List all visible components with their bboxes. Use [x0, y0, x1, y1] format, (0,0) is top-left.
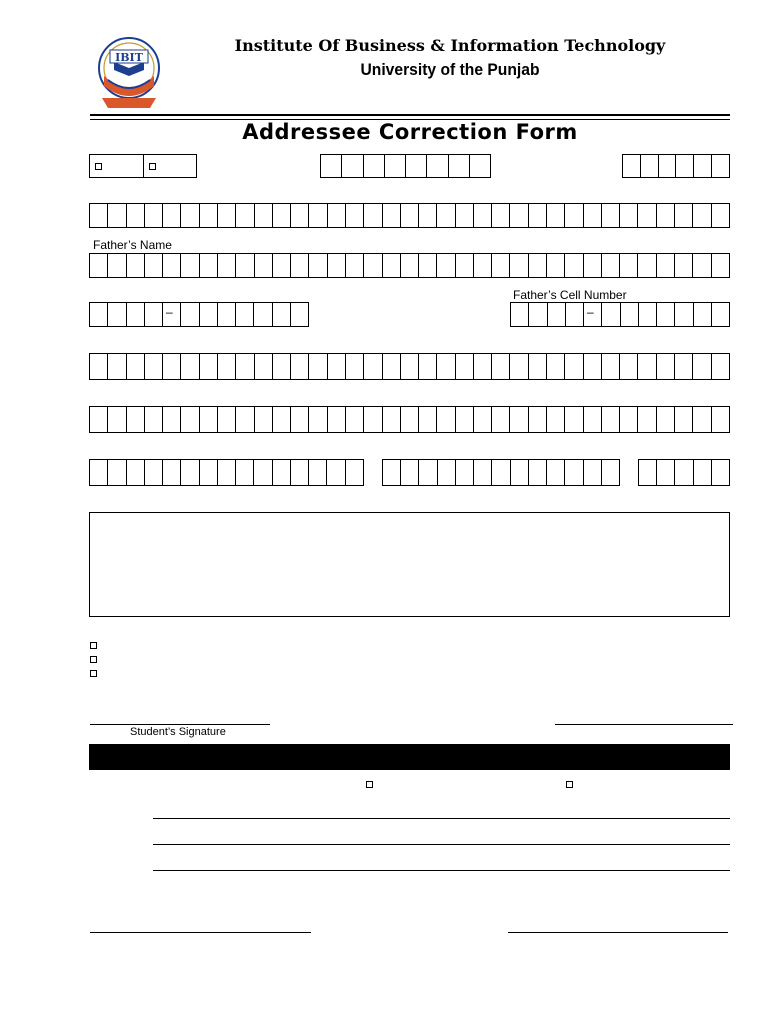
- date-signature-line: [555, 724, 733, 725]
- checkbox-icon[interactable]: [366, 781, 373, 788]
- university-name: University of the Punjab: [360, 60, 540, 79]
- program-option-boxes: [89, 154, 197, 178]
- option-cell[interactable]: [90, 155, 144, 177]
- reason-text-area[interactable]: [89, 512, 730, 617]
- checkbox-icon[interactable]: [566, 781, 573, 788]
- student-signature-line: [90, 724, 270, 725]
- address-line-1-boxes[interactable]: [89, 353, 730, 380]
- roll-number-boxes[interactable]: [320, 154, 491, 178]
- logo-text: IBIT: [115, 51, 143, 64]
- city-boxes[interactable]: [89, 459, 364, 486]
- office-remarks-line: [153, 870, 730, 871]
- fathers-name-boxes[interactable]: [89, 253, 730, 278]
- form-title: Addressee Correction Form: [242, 120, 578, 144]
- ibit-logo: [94, 36, 164, 114]
- office-signature-line: [508, 932, 728, 933]
- district-boxes[interactable]: [382, 459, 620, 486]
- office-signature-line: [90, 932, 311, 933]
- fathers-cell-label: Father’s Cell Number: [513, 288, 627, 302]
- address-line-2-boxes[interactable]: [89, 406, 730, 433]
- checkbox-icon: [95, 163, 102, 170]
- checkbox-icon[interactable]: [90, 670, 97, 677]
- checkbox-icon[interactable]: [90, 656, 97, 663]
- office-remarks-line: [153, 818, 730, 819]
- student-signature-label: Student’s Signature: [130, 726, 226, 738]
- fathers-cell-boxes[interactable]: [510, 302, 730, 327]
- checkbox-icon: [149, 163, 156, 170]
- header-rule-thick: [90, 114, 730, 116]
- postal-code-boxes[interactable]: [638, 459, 730, 486]
- checkbox-icon[interactable]: [90, 642, 97, 649]
- institute-name: Institute Of Business & Information Technology: [234, 36, 666, 55]
- fathers-name-label: Father’s Name: [93, 238, 172, 252]
- student-name-boxes[interactable]: [89, 203, 730, 228]
- office-use-bar: [89, 744, 730, 770]
- option-cell[interactable]: [144, 155, 197, 177]
- session-boxes[interactable]: [622, 154, 730, 178]
- student-cell-boxes[interactable]: [89, 302, 309, 327]
- office-remarks-line: [153, 844, 730, 845]
